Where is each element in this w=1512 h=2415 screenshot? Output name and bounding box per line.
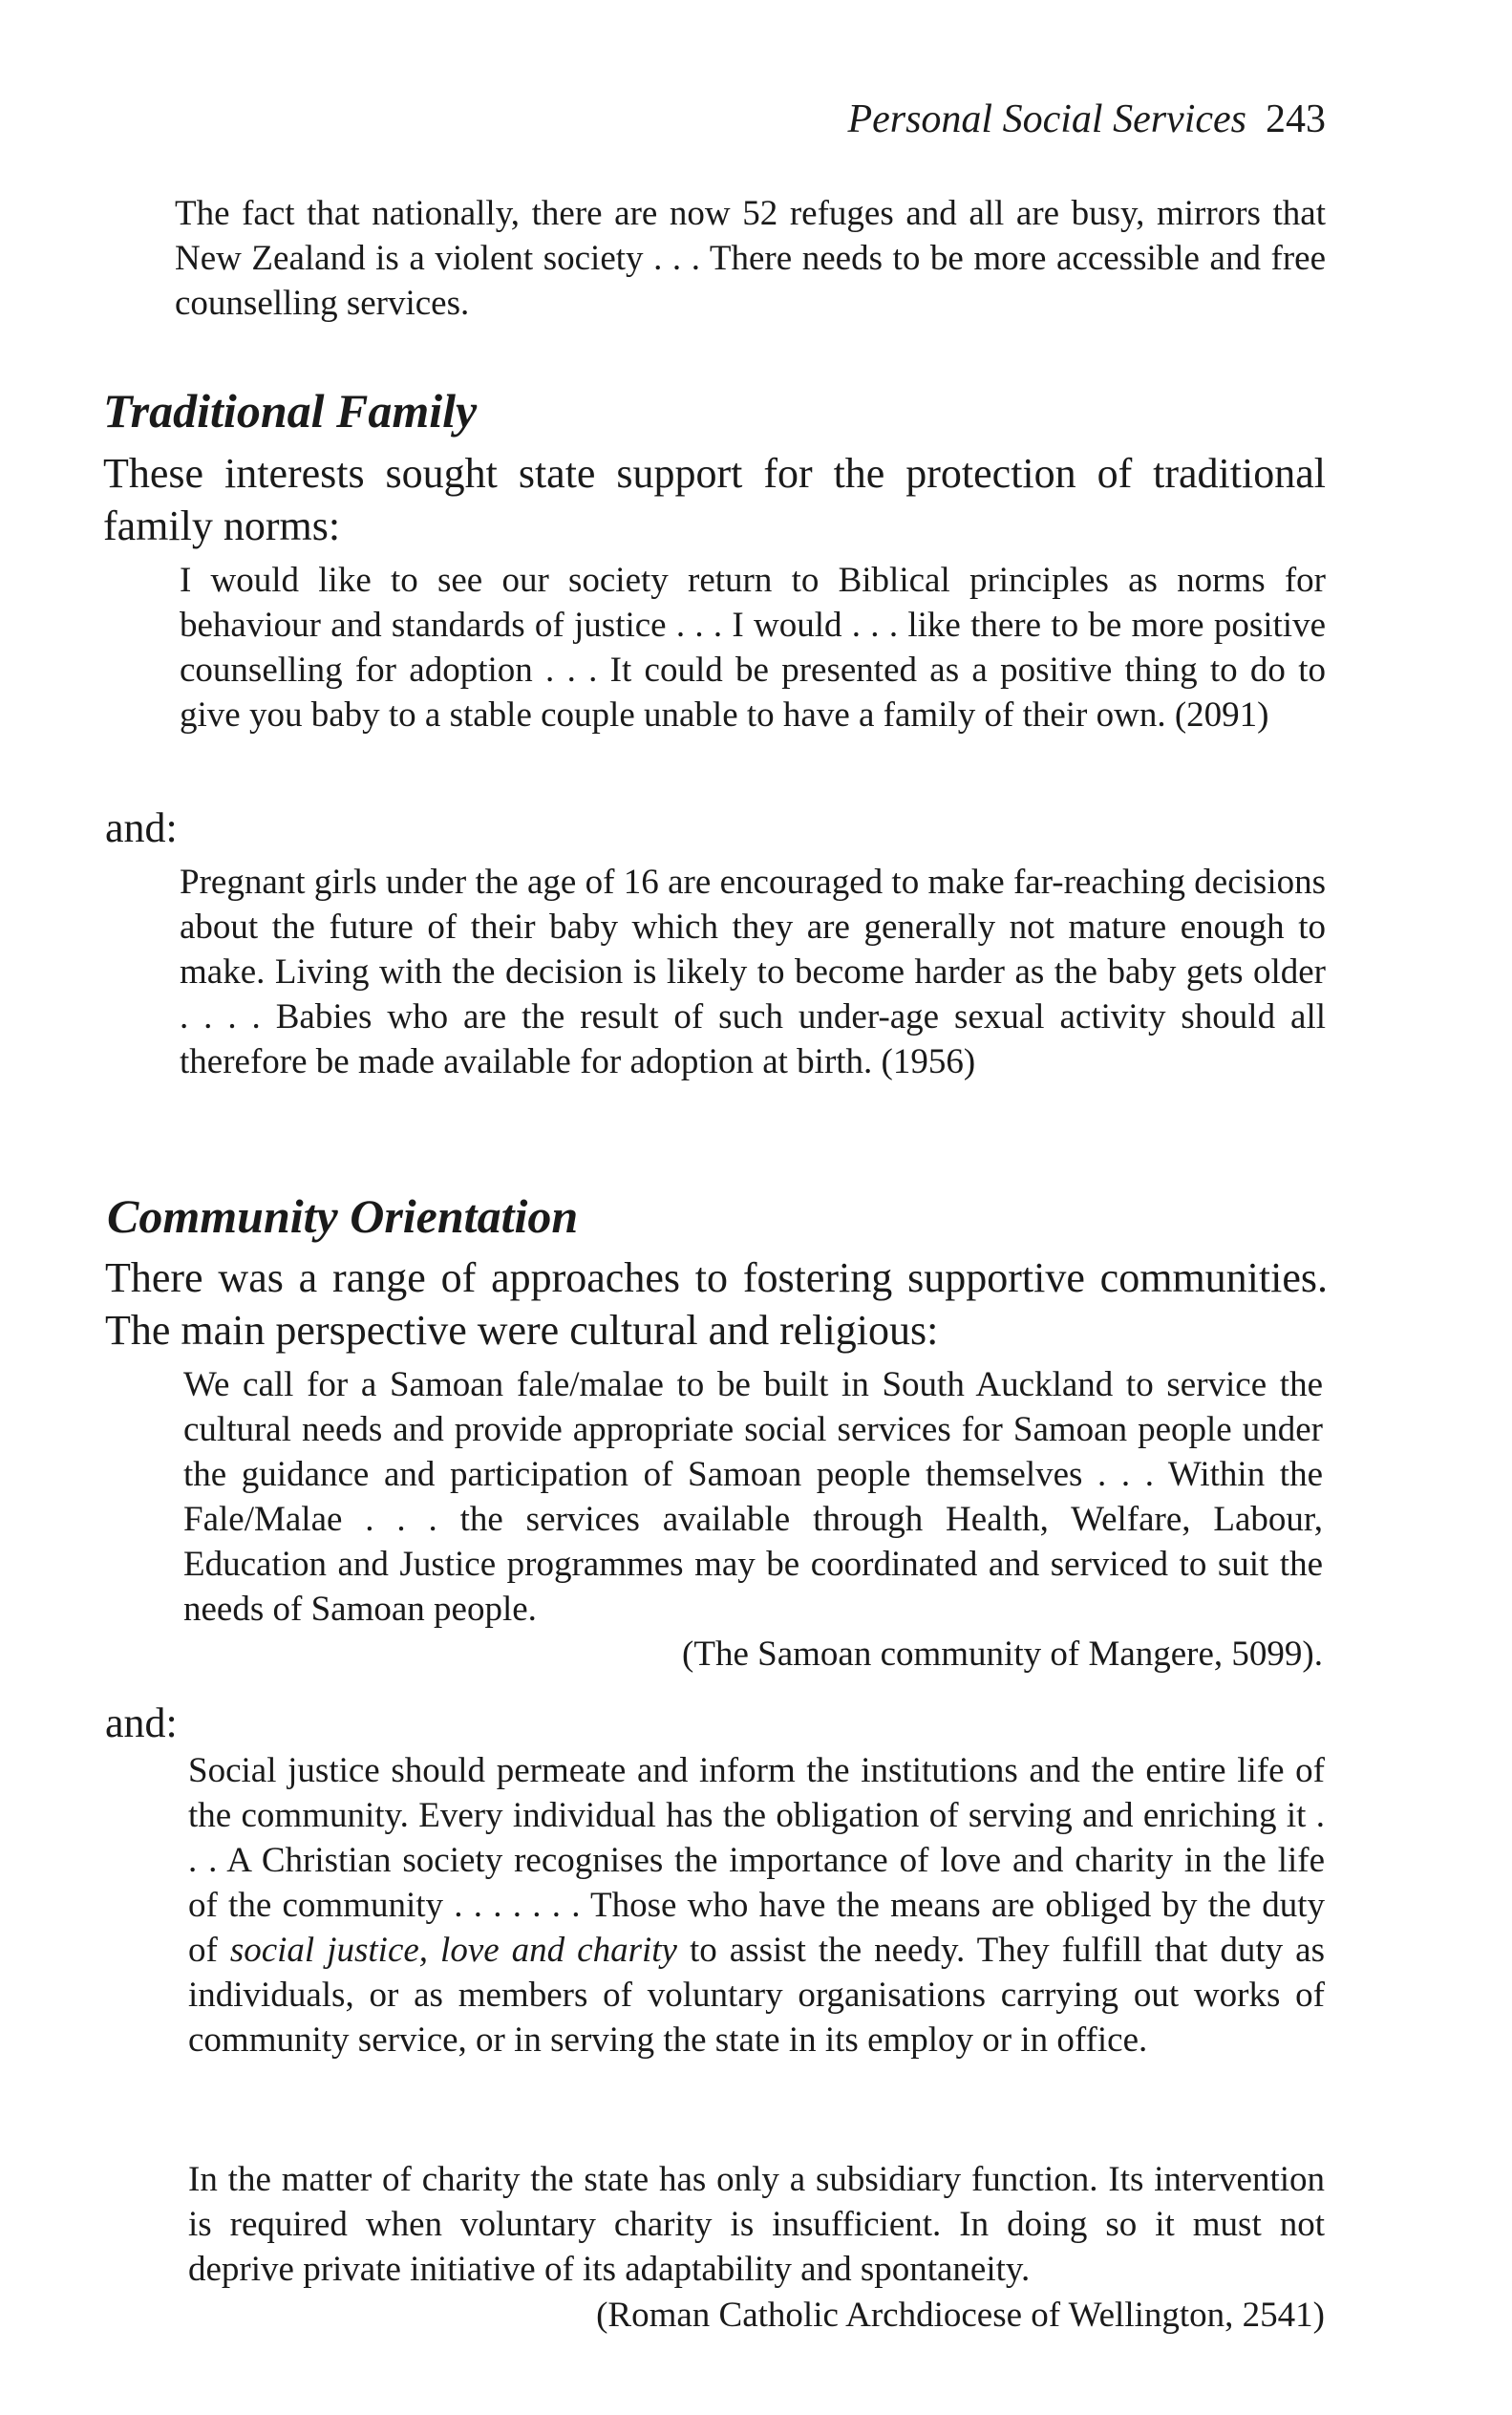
- quote-3-source: (Roman Catholic Archdiocese of Wellington, 2541): [596, 2296, 1325, 2335]
- and-label-2: and:: [105, 1699, 178, 1746]
- traditional-family-intro: These interests sought state support for the protection of traditional family norms:: [103, 450, 1326, 549]
- quote-2-text-before: Social justice should permeate and inform the institutions and the entire life of the community. Every individual has the obligation of serving and enriching it . . . A Christian society recognises the importance of love and charity in the life of the community . . . . . . . Those who have the means are obliged by the duty of: [188, 1751, 1325, 1970]
- community-orientation-quote-2: [188, 1748, 1325, 2062]
- quote-1-source: (The Samoan community of Mangere, 5099).: [682, 1635, 1323, 1674]
- community-orientation-quote-1: We call for a Samoan fale/malae to be built in South Auckland to service the cultural needs and provide appropriate social services for Samoan people under the guidance and participation of Samoan people themselves . . . Within the Fale/Malae . . . the services available through Health, Welfare, Labour, Education and Justice programmes may be coordinated and serviced to suit the needs of Samoan people.: [183, 1365, 1323, 1629]
- quote-2-emphasis: social justice, love and charity: [229, 1931, 677, 1970]
- traditional-family-quote-2: Pregnant girls under the age of 16 are encouraged to make far-reaching decisions about the future of their baby which they are generally not mature enough to make. Living with the decision is likely to become harder as the baby gets older . . . . Babies who are the result of such under-age sexual activity should all therefore be made available for adoption at birth. (1956): [180, 863, 1326, 1081]
- traditional-family-quote-1: I would like to see our society return to Biblical principles as norms for behaviour and standards of justice . . . I would . . . like there to be more positive counselling for adoption . . . It could be presented as a positive thing to do to give you baby to a stable couple unable to have a family of their own. (2091): [180, 561, 1326, 735]
- running-head-title: Personal Social Services: [847, 97, 1246, 141]
- community-orientation-intro: There was a range of approaches to fostering supportive communities. The main perspective were cultural and religious:: [105, 1254, 1328, 1354]
- opening-quote: The fact that nationally, there are now 52 refuges and all are busy, mirrors that New Zealand is a violent society . . . There needs to be more accessible and free counselling services.: [175, 194, 1326, 323]
- and-label-1: and:: [105, 804, 178, 851]
- section-heading-community-orientation: Community Orientation: [107, 1189, 579, 1243]
- quote-2-text-after: to assist the needy. They fulfill that duty as individuals, or as members of voluntary organisations carrying out works of community service, or in serving the state in its employ or in office.: [188, 1931, 1325, 2060]
- running-head: [810, 99, 1326, 139]
- page-number: 243: [1266, 97, 1326, 141]
- community-orientation-quote-3: In the matter of charity the state has only a subsidiary function. Its intervention is required when voluntary charity is insufficient. In doing so it must not deprive private initiative of its adaptability and spontaneity.: [188, 2160, 1325, 2289]
- section-heading-traditional-family: Traditional Family: [103, 384, 478, 438]
